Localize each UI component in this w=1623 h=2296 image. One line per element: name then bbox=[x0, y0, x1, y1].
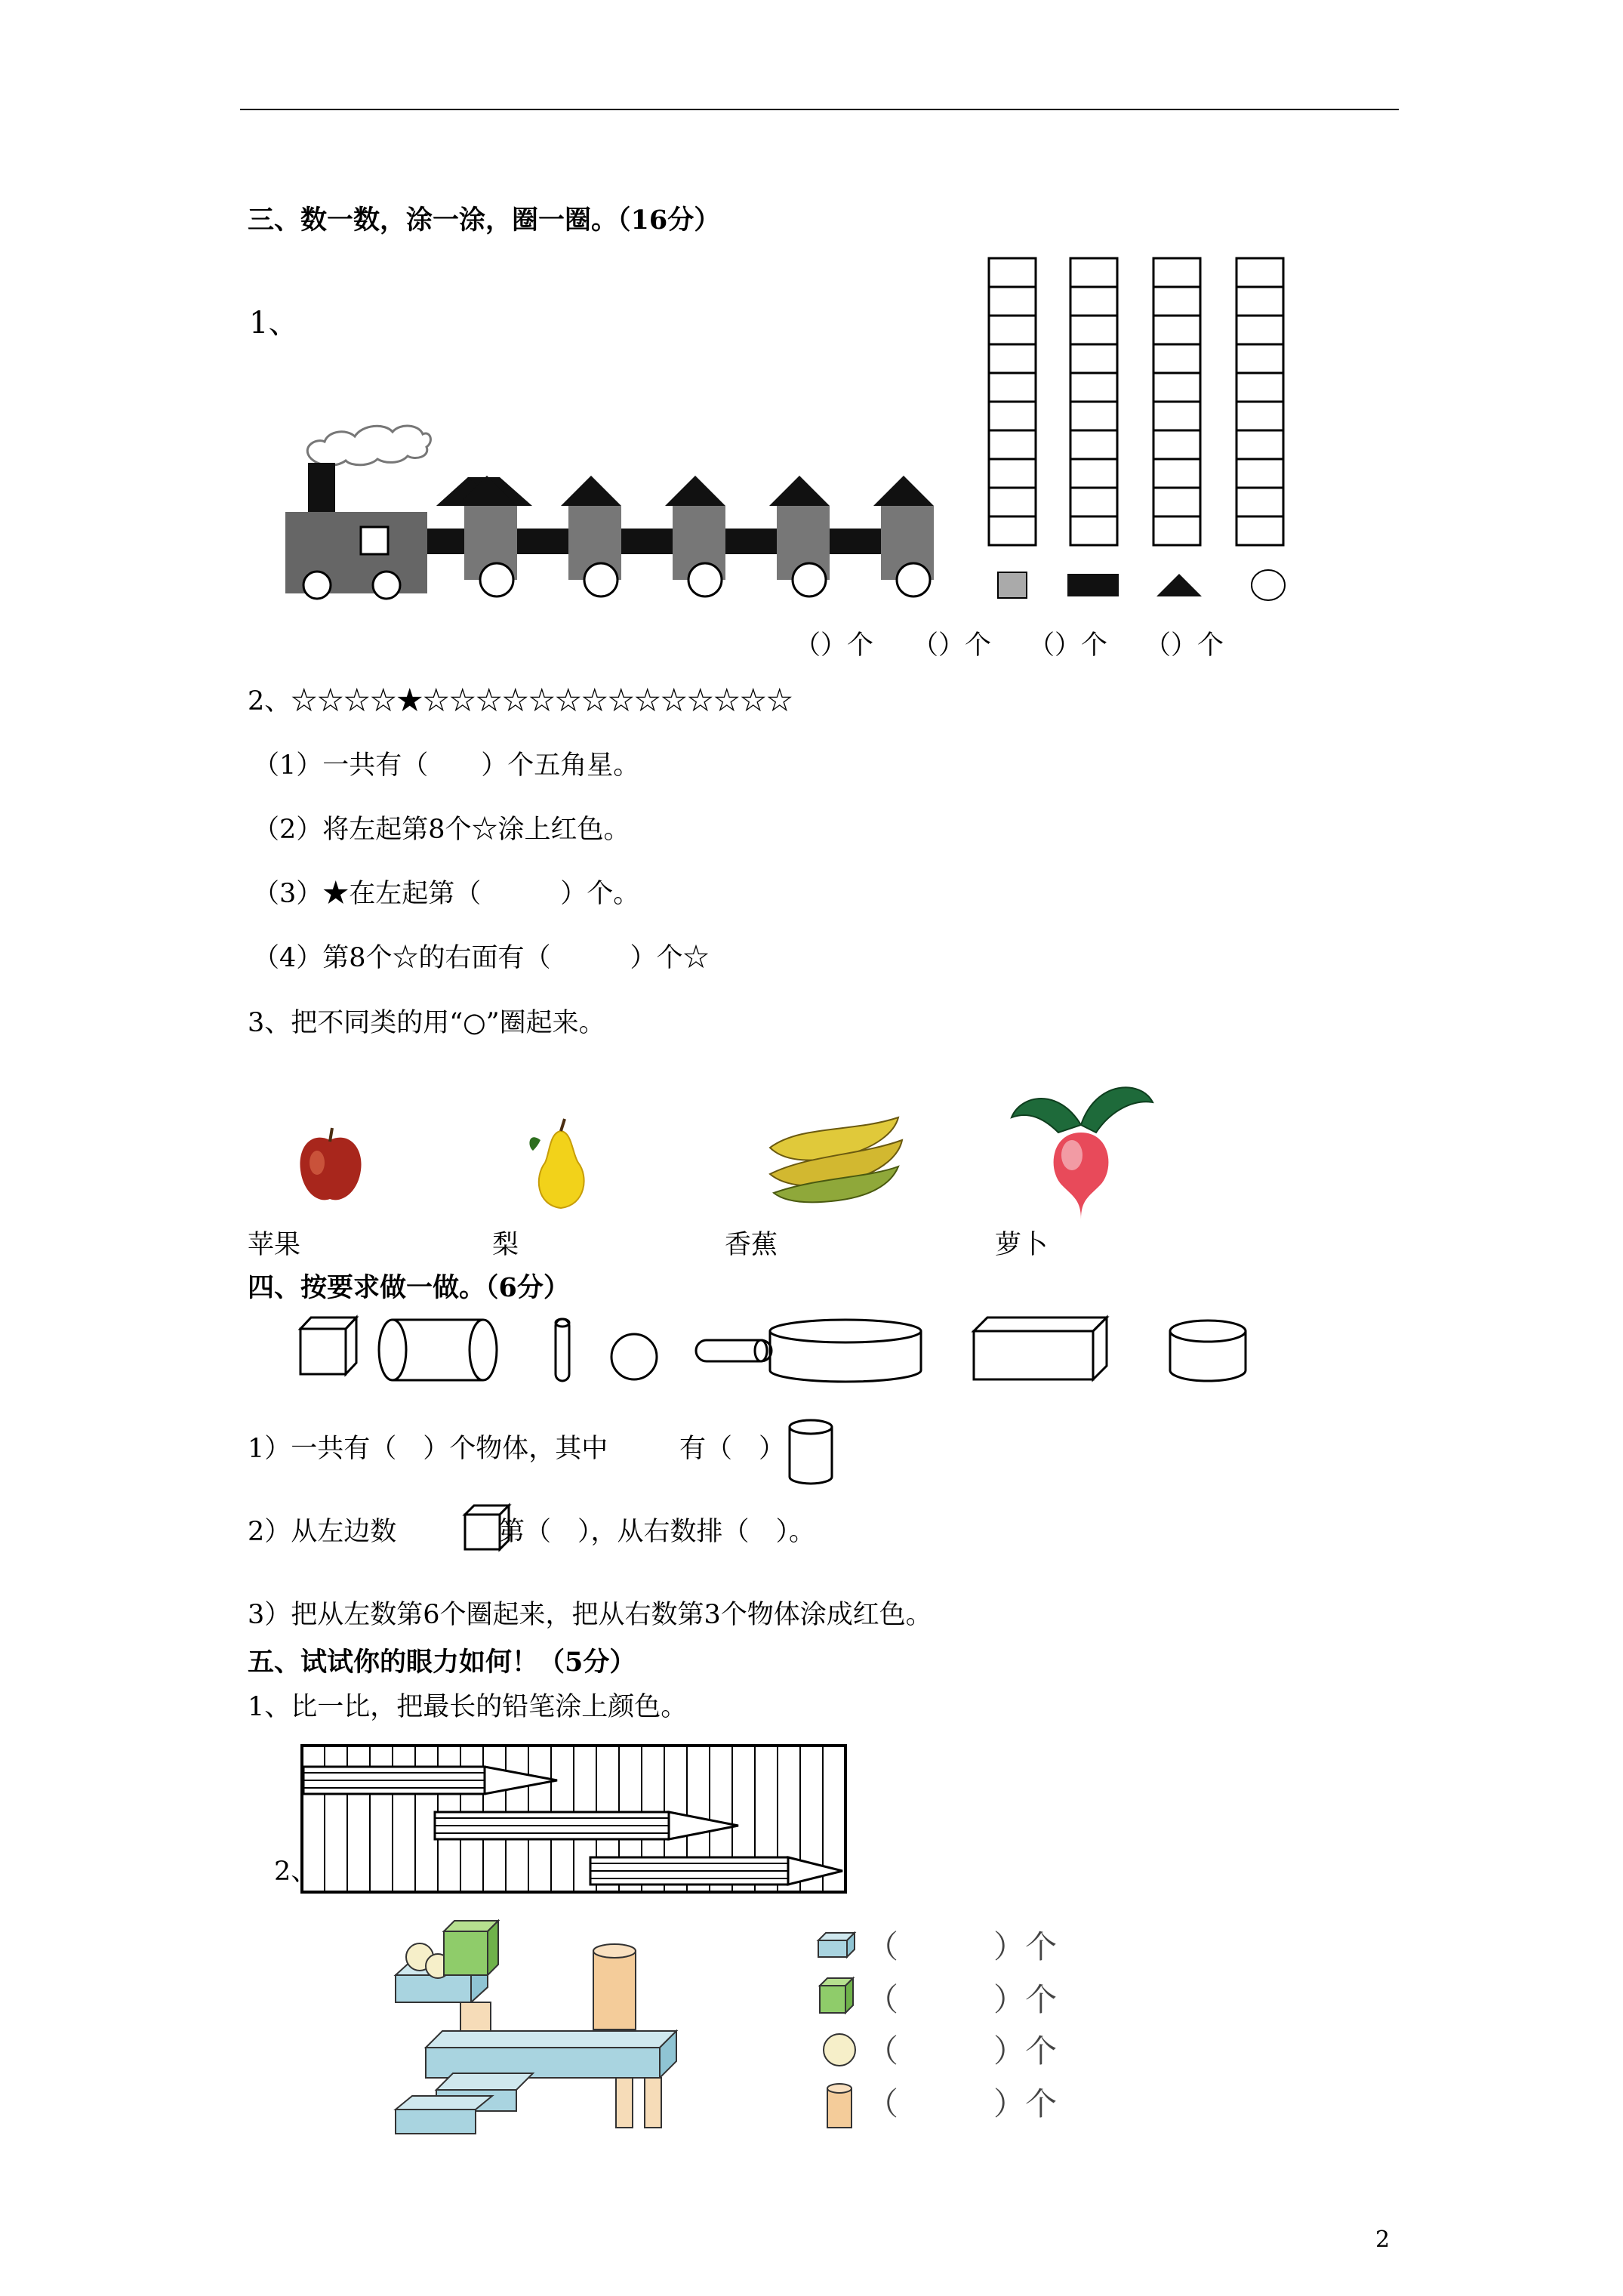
grid-cell[interactable] bbox=[1236, 373, 1283, 402]
q1-label: 1、 bbox=[249, 306, 299, 341]
header-rule bbox=[240, 109, 1399, 110]
grid-cell[interactable] bbox=[989, 287, 1036, 316]
fruit-label-apple: 苹果 bbox=[248, 1230, 301, 1260]
grid-cell[interactable] bbox=[1236, 488, 1283, 516]
pear-image[interactable] bbox=[519, 1116, 602, 1214]
count-icon-cube bbox=[817, 1977, 855, 2016]
grid-cell[interactable] bbox=[1153, 287, 1200, 316]
pencil-grid bbox=[300, 1744, 848, 1895]
banana-image[interactable] bbox=[762, 1102, 906, 1208]
grid-cell[interactable] bbox=[1070, 287, 1117, 316]
count-icon-cylinder bbox=[824, 2082, 855, 2132]
grid-cell[interactable] bbox=[989, 488, 1036, 516]
cylinder-icon bbox=[787, 1418, 835, 1486]
grid-cell[interactable] bbox=[1153, 402, 1200, 430]
grid-cell[interactable] bbox=[989, 459, 1036, 488]
grid-cell[interactable] bbox=[1236, 258, 1283, 287]
grid-cell[interactable] bbox=[1153, 316, 1200, 344]
apple-image[interactable] bbox=[296, 1125, 364, 1208]
count-line-2[interactable]: （ ）个 bbox=[867, 1981, 1058, 2018]
grid-cell[interactable] bbox=[1236, 316, 1283, 344]
solids-row bbox=[294, 1310, 1261, 1393]
grid-cell[interactable] bbox=[1070, 459, 1117, 488]
grid-cell[interactable] bbox=[989, 258, 1036, 287]
count-blank-4[interactable]: （）个 bbox=[1144, 630, 1224, 661]
grid-cell[interactable] bbox=[989, 316, 1036, 344]
s4-q2-b: 第（ ），从右数排（ ）。 bbox=[498, 1517, 816, 1547]
s5-q1: 1、比一比，把最长的铅笔涂上颜色。 bbox=[248, 1692, 688, 1722]
grid-cell[interactable] bbox=[1153, 459, 1200, 488]
section3-heading: 三、数一数，涂一涂，圈一圈。（16分） bbox=[248, 205, 721, 236]
q2-stars: 2、☆☆☆☆★☆☆☆☆☆☆☆☆☆☆☆☆☆☆ bbox=[248, 686, 793, 717]
s4-q3: 3）把从左数第6个圈起来，把从右数第3个物体涂成红色。 bbox=[248, 1600, 932, 1630]
count-blank-2[interactable]: （）个 bbox=[912, 630, 992, 661]
q2-item-3: （3）★在左起第（ ）个。 bbox=[253, 879, 640, 909]
grid-cell[interactable] bbox=[1070, 402, 1117, 430]
grid-cell[interactable] bbox=[1236, 459, 1283, 488]
grid-cell[interactable] bbox=[1236, 287, 1283, 316]
grid-cell[interactable] bbox=[989, 516, 1036, 545]
count-line-4[interactable]: （ ）个 bbox=[867, 2085, 1058, 2122]
grid-cell[interactable] bbox=[1236, 402, 1283, 430]
grid-cell[interactable] bbox=[1153, 344, 1200, 373]
q2-item-4: （4）第8个☆的右面有（ ）个☆ bbox=[253, 943, 710, 973]
page-number: 2 bbox=[1375, 2227, 1390, 2253]
grid-cell[interactable] bbox=[1070, 258, 1117, 287]
count-blank-3[interactable]: （）个 bbox=[1028, 630, 1108, 661]
s4-q1-a: 1）一共有（ ）个物体，其中 bbox=[248, 1434, 608, 1464]
section5-heading: 五、试试你的眼力如何！（5分） bbox=[248, 1647, 636, 1678]
block-structure bbox=[390, 1907, 676, 2141]
count-blank-1[interactable]: （）个 bbox=[794, 630, 874, 661]
fruit-label-banana: 香蕉 bbox=[725, 1230, 778, 1260]
grid-cell[interactable] bbox=[1070, 344, 1117, 373]
count-line-1[interactable]: （ ）个 bbox=[867, 1928, 1058, 1965]
radish-image[interactable] bbox=[1006, 1065, 1156, 1223]
grid-cell[interactable] bbox=[1070, 373, 1117, 402]
grid-cell[interactable] bbox=[1236, 516, 1283, 545]
count-icon-ball bbox=[821, 2031, 858, 2069]
section4-heading: 四、按要求做一做。（6分） bbox=[248, 1272, 570, 1303]
grid-cell[interactable] bbox=[1236, 344, 1283, 373]
grid-cell[interactable] bbox=[1070, 516, 1117, 545]
fruit-label-radish: 萝卜 bbox=[995, 1230, 1049, 1260]
grid-cell[interactable] bbox=[1236, 430, 1283, 459]
q2-item-2: （2）将左起第8个☆涂上红色。 bbox=[253, 815, 630, 845]
grid-cell[interactable] bbox=[1070, 316, 1117, 344]
s5-q2-label: 2、 bbox=[274, 1857, 318, 1887]
grid-cell[interactable] bbox=[989, 402, 1036, 430]
grid-cell[interactable] bbox=[989, 430, 1036, 459]
q2-item-1: （1）一共有（ ）个五角星。 bbox=[253, 750, 640, 781]
grid-cell[interactable] bbox=[1153, 516, 1200, 545]
grid-cell[interactable] bbox=[989, 344, 1036, 373]
grid-cell[interactable] bbox=[989, 373, 1036, 402]
grid-cell[interactable] bbox=[1153, 430, 1200, 459]
s4-q1-b: 有（ ） bbox=[679, 1434, 786, 1464]
grid-cell[interactable] bbox=[1070, 430, 1117, 459]
grid-cell[interactable] bbox=[1153, 373, 1200, 402]
grid-cell[interactable] bbox=[1153, 488, 1200, 516]
train-cars bbox=[453, 472, 966, 608]
fruit-label-pear: 梨 bbox=[492, 1230, 519, 1260]
s4-q2-a: 2）从左边数 bbox=[248, 1517, 397, 1547]
count-icon-flat-box bbox=[815, 1930, 858, 1960]
q3-instruction: 3、把不同类的用“○”圈起来。 bbox=[248, 1008, 605, 1038]
grid-cell[interactable] bbox=[1153, 258, 1200, 287]
counting-grid bbox=[981, 257, 1298, 604]
count-line-3[interactable]: （ ）个 bbox=[867, 2032, 1058, 2069]
grid-cell[interactable] bbox=[1070, 488, 1117, 516]
